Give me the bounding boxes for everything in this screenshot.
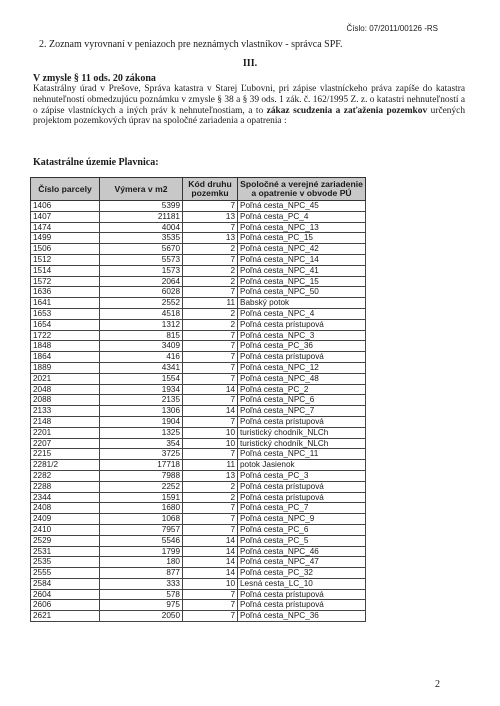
cell-parcel-number: 2529 xyxy=(31,535,100,546)
cell-land-code: 7 xyxy=(183,352,238,363)
cell-parcel-number: 2604 xyxy=(31,589,100,600)
cell-facility: Babský potok xyxy=(238,298,366,309)
cell-land-code: 2 xyxy=(183,319,238,330)
cell-land-code: 11 xyxy=(183,298,238,309)
table-row xyxy=(31,481,366,492)
page-number: 2 xyxy=(435,679,440,690)
cell-land-code: 10 xyxy=(183,427,238,438)
table-row xyxy=(31,287,366,298)
cell-facility: Poľná cesta_NPC_12 xyxy=(238,362,366,373)
cell-land-code: 7 xyxy=(183,362,238,373)
table-row xyxy=(31,416,366,427)
table-row xyxy=(31,600,366,611)
cell-parcel-number: 2201 xyxy=(31,427,100,438)
cell-area: 180 xyxy=(100,557,183,568)
table-row xyxy=(31,362,366,373)
cell-facility: Poľná cesta_PC_5 xyxy=(238,535,366,546)
cell-parcel-number: 2344 xyxy=(31,492,100,503)
cell-area: 7988 xyxy=(100,470,183,481)
cell-parcel-number: 2535 xyxy=(31,557,100,568)
section-heading: III. xyxy=(242,58,258,69)
cell-facility: Poľná cesta_PC_2 xyxy=(238,384,366,395)
cell-area: 2252 xyxy=(100,481,183,492)
table-row xyxy=(31,201,366,212)
cell-land-code: 2 xyxy=(183,244,238,255)
cell-area: 1325 xyxy=(100,427,183,438)
cell-facility: Poľná cesta_NPC_47 xyxy=(238,557,366,568)
cell-area: 1068 xyxy=(100,514,183,525)
cell-area: 1680 xyxy=(100,503,183,514)
cell-facility: Poľná cesta_PC_7 xyxy=(238,503,366,514)
cell-parcel-number: 1653 xyxy=(31,308,100,319)
cell-land-code: 2 xyxy=(183,308,238,319)
cell-land-code: 7 xyxy=(183,524,238,535)
cell-parcel-number: 1654 xyxy=(31,319,100,330)
cell-area: 21181 xyxy=(100,211,183,222)
cell-facility: Poľná cesta_NPC_13 xyxy=(238,222,366,233)
cell-land-code: 13 xyxy=(183,233,238,244)
cell-area: 5546 xyxy=(100,535,183,546)
paragraph-text-start: Katastrálny úrad v Prešove, Správa katastra v Starej Ľubovni, pri zápise vlastníckeho práva zapíše do katastra nehnuteľností obmedzujúcu poznámku v zmysle § 38 a § 39 ods. 1 zák. č. 162/1995 Z. z. o katastri nehnuteľností a o zápise vlastníckych a iných práv k nehnuteľnostiam, a to xyxy=(33,84,465,116)
cell-parcel-number: 1512 xyxy=(31,254,100,265)
table-row xyxy=(31,373,366,384)
cell-facility: Poľná cesta_NPC_7 xyxy=(238,406,366,417)
cell-parcel-number: 2281/2 xyxy=(31,460,100,471)
list-item-2: 2. Zoznam vyrovnaní v peniazoch pre neznámych vlastníkov - správca SPF. xyxy=(39,39,343,50)
cell-parcel-number: 2555 xyxy=(31,568,100,579)
cell-area: 1306 xyxy=(100,406,183,417)
cell-parcel-number: 2410 xyxy=(31,524,100,535)
cell-facility: Poľná cesta_PC_3 xyxy=(238,470,366,481)
cell-land-code: 10 xyxy=(183,578,238,589)
cell-area: 815 xyxy=(100,330,183,341)
header-parcel-number: Číslo parcely xyxy=(31,178,100,201)
cell-parcel-number: 1636 xyxy=(31,287,100,298)
table-row xyxy=(31,233,366,244)
cell-land-code: 7 xyxy=(183,600,238,611)
cell-facility: Poľná cesta_NPC_41 xyxy=(238,265,366,276)
cell-land-code: 2 xyxy=(183,276,238,287)
cell-area: 4518 xyxy=(100,308,183,319)
table-row xyxy=(31,460,366,471)
cell-area: 4004 xyxy=(100,222,183,233)
cell-parcel-number: 2133 xyxy=(31,406,100,417)
cell-area: 6028 xyxy=(100,287,183,298)
cell-land-code: 7 xyxy=(183,514,238,525)
cell-facility: Poľná cesta prístupová xyxy=(238,589,366,600)
table-row xyxy=(31,395,366,406)
cell-area: 1799 xyxy=(100,546,183,557)
cell-area: 4341 xyxy=(100,362,183,373)
cell-facility: Poľná cesta prístupová xyxy=(238,492,366,503)
cell-land-code: 7 xyxy=(183,449,238,460)
table-row xyxy=(31,449,366,460)
cell-facility: Poľná cesta_NPC_3 xyxy=(238,330,366,341)
cell-land-code: 14 xyxy=(183,557,238,568)
cell-parcel-number: 1514 xyxy=(31,265,100,276)
cell-facility: Poľná cesta prístupová xyxy=(238,319,366,330)
cell-parcel-number: 2584 xyxy=(31,578,100,589)
cell-area: 7957 xyxy=(100,524,183,535)
cell-facility: Poľná cesta_NPC_48 xyxy=(238,373,366,384)
cell-parcel-number: 2288 xyxy=(31,481,100,492)
cell-facility: Poľná cesta prístupová xyxy=(238,416,366,427)
cell-area: 5399 xyxy=(100,201,183,212)
table-row xyxy=(31,503,366,514)
table-row xyxy=(31,406,366,417)
cell-facility: Poľná cesta_PC_36 xyxy=(238,341,366,352)
cell-parcel-number: 2409 xyxy=(31,514,100,525)
table-row xyxy=(31,427,366,438)
table-row xyxy=(31,535,366,546)
cell-land-code: 2 xyxy=(183,481,238,492)
cell-area: 578 xyxy=(100,589,183,600)
cell-facility: Poľná cesta prístupová xyxy=(238,352,366,363)
cell-parcel-number: 2282 xyxy=(31,470,100,481)
cell-land-code: 7 xyxy=(183,395,238,406)
cell-area: 2050 xyxy=(100,611,183,622)
cell-facility: Poľná cesta_NPC_4 xyxy=(238,308,366,319)
table-row xyxy=(31,330,366,341)
table-row xyxy=(31,384,366,395)
cell-area: 3409 xyxy=(100,341,183,352)
table-row xyxy=(31,568,366,579)
cell-land-code: 10 xyxy=(183,438,238,449)
table-header-row xyxy=(31,178,366,201)
cell-facility: Poľná cesta_PC_15 xyxy=(238,233,366,244)
cell-area: 975 xyxy=(100,600,183,611)
cell-area: 2552 xyxy=(100,298,183,309)
cell-area: 3725 xyxy=(100,449,183,460)
cell-land-code: 7 xyxy=(183,222,238,233)
cell-area: 1554 xyxy=(100,373,183,384)
cell-parcel-number: 2408 xyxy=(31,503,100,514)
cell-land-code: 7 xyxy=(183,373,238,384)
cell-facility: Poľná cesta_NPC_15 xyxy=(238,276,366,287)
cell-land-code: 2 xyxy=(183,265,238,276)
cell-parcel-number: 2531 xyxy=(31,546,100,557)
table-row xyxy=(31,222,366,233)
document-number: Číslo: 07/2011/00126 -RS xyxy=(346,24,438,33)
paragraph-bold-text: zákaz scudzenia a zaťaženia pozemkov xyxy=(266,105,428,116)
cell-parcel-number: 1641 xyxy=(31,298,100,309)
table-row xyxy=(31,308,366,319)
table-row xyxy=(31,611,366,622)
cell-area: 5670 xyxy=(100,244,183,255)
cell-facility: Poľná cesta_NPC_11 xyxy=(238,449,366,460)
cell-area: 2135 xyxy=(100,395,183,406)
cell-facility: Poľná cesta_PC_4 xyxy=(238,211,366,222)
cell-parcel-number: 2606 xyxy=(31,600,100,611)
cell-area: 1591 xyxy=(100,492,183,503)
cell-land-code: 13 xyxy=(183,470,238,481)
table-row xyxy=(31,276,366,287)
cell-area: 2064 xyxy=(100,276,183,287)
cell-land-code: 11 xyxy=(183,460,238,471)
cell-facility: Poľná cesta_NPC_42 xyxy=(238,244,366,255)
cell-parcel-number: 2148 xyxy=(31,416,100,427)
cell-area: 877 xyxy=(100,568,183,579)
cell-facility: Poľná cesta_NPC_14 xyxy=(238,254,366,265)
cell-facility: potok Jasienok xyxy=(238,460,366,471)
cell-land-code: 7 xyxy=(183,287,238,298)
cell-facility: Poľná cesta prístupová xyxy=(238,481,366,492)
cell-area: 416 xyxy=(100,352,183,363)
cell-facility: Poľná cesta_PC_32 xyxy=(238,568,366,579)
cell-land-code: 14 xyxy=(183,535,238,546)
cell-land-code: 7 xyxy=(183,589,238,600)
header-facility: Spoločné a verejné zariadenie a opatrenie v obvode PÚ xyxy=(238,178,366,201)
cell-parcel-number: 2621 xyxy=(31,611,100,622)
cell-parcel-number: 1474 xyxy=(31,222,100,233)
table-row xyxy=(31,244,366,255)
cell-area: 3535 xyxy=(100,233,183,244)
cell-land-code: 7 xyxy=(183,201,238,212)
table-row xyxy=(31,254,366,265)
table-body xyxy=(31,201,366,622)
cell-land-code: 14 xyxy=(183,568,238,579)
cell-land-code: 14 xyxy=(183,384,238,395)
cell-land-code: 14 xyxy=(183,546,238,557)
cell-facility: Poľná cesta_NPC_6 xyxy=(238,395,366,406)
table-row xyxy=(31,341,366,352)
table-row xyxy=(31,589,366,600)
cell-area: 1573 xyxy=(100,265,183,276)
table-row xyxy=(31,470,366,481)
cell-facility: Poľná cesta_NPC_9 xyxy=(238,514,366,525)
cell-area: 1934 xyxy=(100,384,183,395)
cell-land-code: 14 xyxy=(183,406,238,417)
header-area: Výmera v m2 xyxy=(100,178,183,201)
cell-land-code: 13 xyxy=(183,211,238,222)
cell-land-code: 7 xyxy=(183,330,238,341)
table-row xyxy=(31,546,366,557)
cell-land-code: 7 xyxy=(183,254,238,265)
cell-area: 17718 xyxy=(100,460,183,471)
cell-facility: Poľná cesta_PC_6 xyxy=(238,524,366,535)
cell-area: 333 xyxy=(100,578,183,589)
table-row xyxy=(31,319,366,330)
cell-parcel-number: 1406 xyxy=(31,201,100,212)
paragraph-heading: V zmysle § 11 ods. 20 zákona xyxy=(33,73,156,84)
cell-land-code: 7 xyxy=(183,611,238,622)
cell-facility: Poľná cesta_NPC_45 xyxy=(238,201,366,212)
paragraph-text-end: určených projektom pozemkových úprav na spoločné zariadenia a opatrenia : xyxy=(33,105,466,127)
cell-facility: Poľná cesta_NPC_46 xyxy=(238,546,366,557)
cell-facility: turistický chodník_NLCh xyxy=(238,438,366,449)
cell-facility: Poľná cesta_NPC_50 xyxy=(238,287,366,298)
table-row xyxy=(31,265,366,276)
table-row xyxy=(31,352,366,363)
cell-parcel-number: 2207 xyxy=(31,438,100,449)
table-row xyxy=(31,557,366,568)
table-row xyxy=(31,438,366,449)
cell-parcel-number: 1572 xyxy=(31,276,100,287)
table-row xyxy=(31,492,366,503)
table-row xyxy=(31,514,366,525)
table-row xyxy=(31,211,366,222)
table-row xyxy=(31,298,366,309)
cell-parcel-number: 2215 xyxy=(31,449,100,460)
header-land-code: Kód druhu pozemku xyxy=(183,178,238,201)
cell-parcel-number: 1506 xyxy=(31,244,100,255)
cell-facility: Poľná cesta_NPC_36 xyxy=(238,611,366,622)
territory-title: Katastrálne územie Plavnica: xyxy=(33,157,159,168)
cell-parcel-number: 1889 xyxy=(31,362,100,373)
cell-area: 354 xyxy=(100,438,183,449)
cell-land-code: 7 xyxy=(183,416,238,427)
cell-parcel-number: 2088 xyxy=(31,395,100,406)
parcels-table xyxy=(30,177,366,622)
cell-facility: Poľná cesta prístupová xyxy=(238,600,366,611)
cell-area: 5573 xyxy=(100,254,183,265)
cell-land-code: 7 xyxy=(183,503,238,514)
cell-area: 1904 xyxy=(100,416,183,427)
cell-facility: Lesná cesta_LC_10 xyxy=(238,578,366,589)
cell-parcel-number: 1499 xyxy=(31,233,100,244)
paragraph-text xyxy=(33,84,465,127)
cell-parcel-number: 2048 xyxy=(31,384,100,395)
cell-land-code: 2 xyxy=(183,492,238,503)
table-row xyxy=(31,524,366,535)
cell-area: 1312 xyxy=(100,319,183,330)
cell-parcel-number: 1722 xyxy=(31,330,100,341)
cell-parcel-number: 1407 xyxy=(31,211,100,222)
table-row xyxy=(31,578,366,589)
cell-parcel-number: 1848 xyxy=(31,341,100,352)
cell-facility: turistický chodník_NLCh xyxy=(238,427,366,438)
cell-parcel-number: 2021 xyxy=(31,373,100,384)
cell-land-code: 7 xyxy=(183,341,238,352)
cell-parcel-number: 1864 xyxy=(31,352,100,363)
